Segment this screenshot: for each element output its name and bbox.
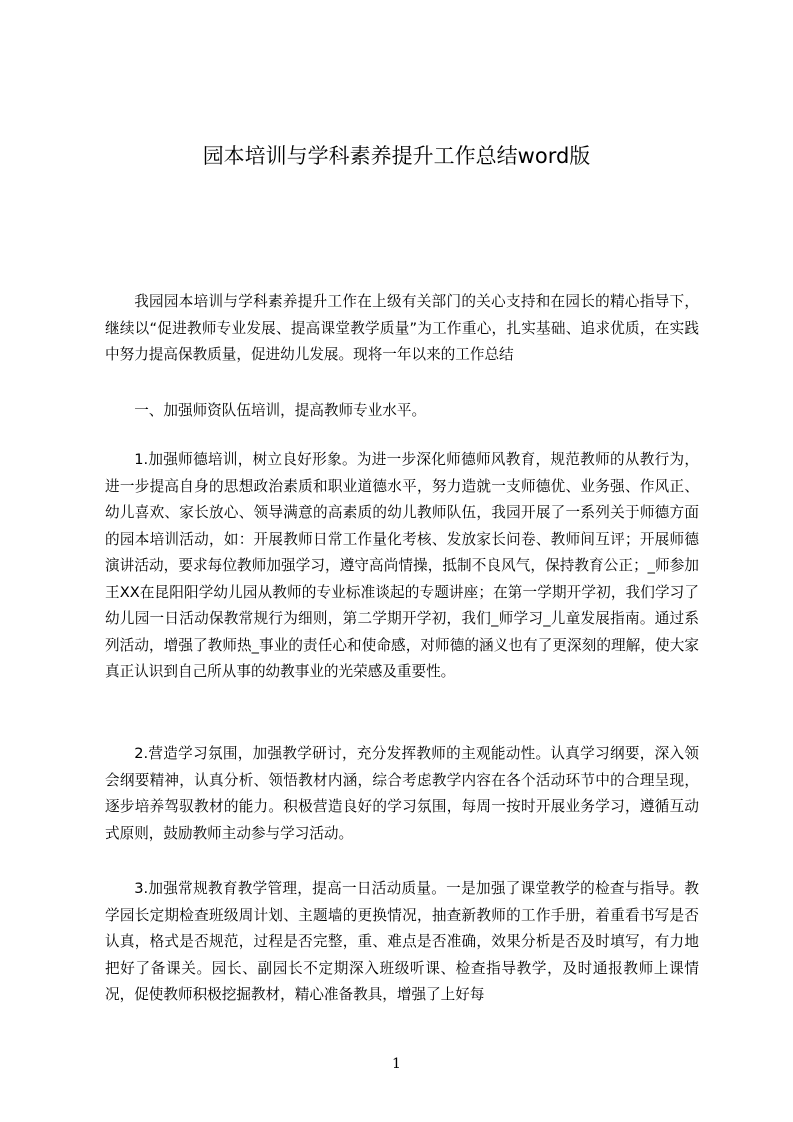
item-3-paragraph: 3.加强常规教育教学管理，提高一日活动质量。一是加强了课堂教学的检查与指导。教学园长定期检查班级周计划、主题墙的更换情况，抽查新教师的工作手册，着重看书写是否认真，格式是否规范，过程是否完整，重、难点是否准确，效果分析是否及时填写，有力地把好了备课关。园长、副园长不定期深入班级听课、检查指导教学，及时通报教师上课情况，促使教师积极挖掘教材，精心准备教具，增强了上好每 <box>105 880 699 1003</box>
section-heading-1: 一、加强师资队伍培训，提高教师专业水平。 <box>134 402 427 419</box>
intro-paragraph: 我园园本培训与学科素养提升工作在上级有关部门的关心支持和在园长的精心指导下，继续以“促进教师专业发展、提高课堂教学质量”为工作重心，扎实基础、追求优质，在实践中努力提高保教质量，促进幼儿发展。现将一年以来的工作总结 <box>105 293 699 363</box>
item-1-paragraph: 1.加强师德培训，树立良好形象。为进一步深化师德师风教育，规范教师的从教行为，进一步提高自身的思想政治素质和职业道德水平，努力造就一支师德优、业务强、作风正、幼儿喜欢、家长放心、领导满意的高素质的幼儿教师队伍，我园开展了一系列关于师德方面的园本培训活动，如：开展教师日常工作量化考核、发放家长问卷、教师间互评；开展师德演讲活动，要求每位教师加强学习，遵守高尚情操，抵制不良风气，保持教育公正；_师参加王XX在昆阳阳学幼儿园从教师的专业标准谈起的专题讲座；在第一学期开学初，我们学习了幼儿园一日活动保教常规行为细则，第二学期开学初，我们_师学习_儿童发展指南。通过系列活动，增强了教师热_事业的责任心和使命感，对师德的涵义也有了更深刻的理解，使大家真正认识到自己所从事的幼教事业的光荣感及重要性。 <box>105 451 699 680</box>
document-title: 园本培训与学科素养提升工作总结word版 <box>202 144 591 168</box>
page-number: 1 <box>392 1056 401 1072</box>
item-2-paragraph: 2.营造学习氛围，加强教学研讨，充分发挥教师的主观能动性。认真学习纲要，深入领会纲要精神，认真分析、领悟教材内涵，综合考虑教学内容在各个活动环节中的合理呈现，逐步培养驾驭教材的能力。积极营造良好的学习氛围，每周一按时开展业务学习，遵循互动式原则，鼓励教师主动参与学习活动。 <box>105 745 699 842</box>
